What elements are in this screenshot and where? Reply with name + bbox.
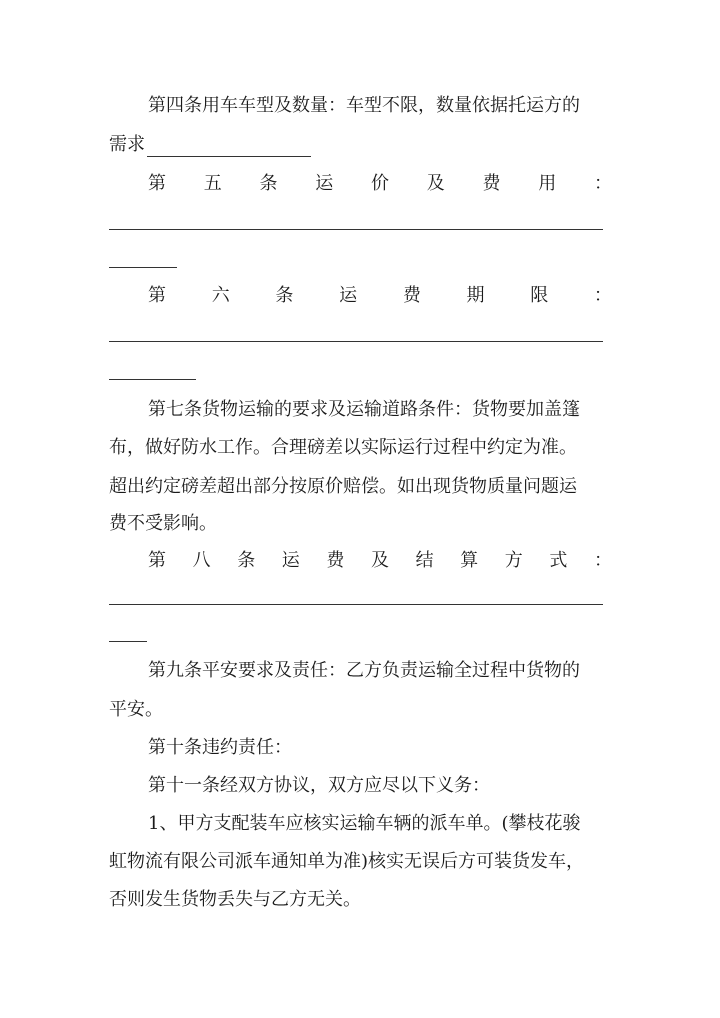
heading-char: 第 (148, 173, 166, 194)
heading-char: 条 (237, 550, 256, 571)
clause8-blank-line2 (109, 641, 147, 642)
clause4-demand-label: 需求 (109, 134, 145, 155)
heading-char: 及 (426, 173, 445, 194)
heading-char: 条 (259, 173, 278, 194)
heading-char: 式 (549, 550, 568, 571)
heading-char: 条 (275, 285, 294, 306)
clause7-line1: 第七条货物运输的要求及运输道路条件：货物要加盖篷 (148, 399, 580, 420)
clause8-blank-line1 (109, 604, 603, 605)
clause9-line2: 平安。 (109, 699, 163, 720)
heading-char: 限 (530, 285, 549, 306)
clause11-item1-line3: 否则发生货物丢失与乙方无关。 (109, 889, 361, 910)
clause11-heading: 第十一条经双方协议，双方应尽以下义务： (148, 775, 490, 796)
clause7-line4: 费不受影响。 (109, 513, 217, 534)
clause6-heading (148, 284, 612, 308)
clause9-line1: 第九条平安要求及责任：乙方负责运输全过程中货物的 (148, 660, 580, 681)
clause4-line1: 第四条用车车型及数量：车型不限，数量依据托运方的 (148, 95, 580, 116)
heading-char: 及 (370, 550, 389, 571)
heading-char: 费 (402, 285, 421, 306)
clause8-heading (148, 549, 612, 573)
clause10-heading: 第十条违约责任： (148, 737, 292, 758)
clause5-blank-line2 (109, 267, 177, 268)
clause6-blank-line1 (109, 341, 603, 342)
clause4-demand-blank (147, 138, 311, 157)
heading-char: ： (593, 550, 612, 571)
clause5-heading (148, 172, 612, 196)
heading-char: 价 (371, 173, 389, 194)
heading-char: 用 (538, 173, 557, 194)
clause4-line2 (109, 133, 612, 157)
heading-char: 五 (203, 173, 222, 194)
clause7-line2: 布，做好防水工作。合理磅差以实际运行过程中约定为准。 (109, 437, 577, 458)
clause7-line3: 超出约定磅差超出部分按原价赔偿。如出现货物质量问题运 (109, 476, 577, 497)
heading-char: 八 (192, 550, 211, 571)
heading-char: 运 (339, 285, 358, 306)
clause6-blank-line2 (109, 379, 196, 380)
heading-char: 运 (315, 173, 334, 194)
clause11-item1-line1: 1、甲方支配装车应核实运输车辆的派车单。(攀枝花骏 (148, 813, 581, 834)
heading-char: 费 (482, 173, 501, 194)
heading-char: 运 (281, 550, 300, 571)
heading-char: 方 (504, 550, 523, 571)
heading-char: 结 (415, 550, 434, 571)
heading-char: 第 (148, 285, 166, 306)
heading-char: 六 (211, 285, 230, 306)
heading-char: 期 (466, 285, 485, 306)
heading-char: 算 (460, 550, 479, 571)
heading-char: ： (593, 285, 612, 306)
heading-char: ： (594, 173, 612, 194)
clause11-item1-line2: 虹物流有限公司派车通知单为准)核实无误后方可装货发车， (109, 851, 585, 872)
clause5-blank-line1 (109, 229, 603, 230)
heading-char: 费 (326, 550, 345, 571)
heading-char: 第 (148, 550, 166, 571)
